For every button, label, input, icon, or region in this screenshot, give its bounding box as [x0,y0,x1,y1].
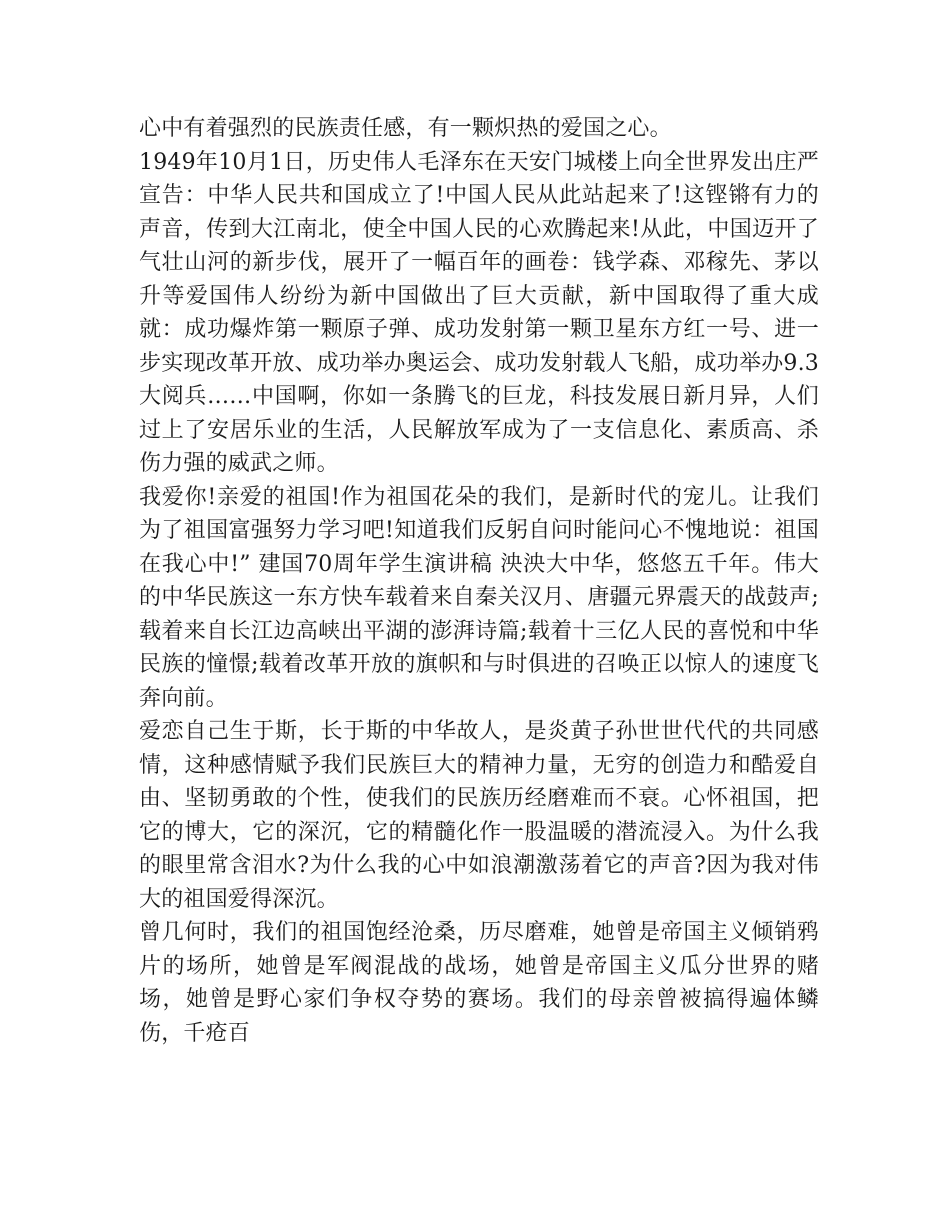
paragraph-5: 曾几何时，我们的祖国饱经沧桑，历尽磨难，她曾是帝国主义倾销鸦片的场所，她曾是军阀混战的战场，她曾是帝国主义瓜分世界的赌场，她曾是野心家们争权夺势的赛场。我们的母亲曾被搞得遍体鳞伤，千疮百 [139,920,819,1046]
document-body [139,112,819,1050]
paragraph-2: 1949年10月1日，历史伟人毛泽东在天安门城楼上向全世界发出庄严宣告：中华人民共和国成立了!中国人民从此站起来了!这铿锵有力的声音，传到大江南北，使全中国人民的心欢腾起来!从此，中国迈开了气壮山河的新步伐，展开了一幅百年的画卷：钱学森、邓稼先、茅以升等爱国伟人纷纷为新中国做出了巨大贡献，新中国取得了重大成就：成功爆炸第一颗原子弹、成功发射第一颗卫星东方红一号、进一步实现改革开放、成功举办奥运会、成功发射载人飞船，成功举办9.3大阅兵……中国啊，你如一条腾飞的巨龙，科技发展日新月异，人们过上了安居乐业的生活，人民解放军成为了一支信息化、素质高、杀伤力强的威武之师。 [139,149,819,476]
paragraph-4: 爱恋自己生于斯，长于斯的中华故人，是炎黄子孙世世代代的共同感情，这种感情赋予我们民族巨大的精神力量，无穷的创造力和酷爱自由、坚韧勇敢的个性，使我们的民族历经磨难而不衰。心怀祖国，把它的博大，它的深沉，它的精髓化作一股温暖的潜流浸入。为什么我的眼里常含泪水?为什么我的心中如浪潮激荡着它的声音?因为我对伟大的祖国爱得深沉。 [139,719,819,912]
paragraph-3: 我爱你!亲爱的祖国!作为祖国花朵的我们，是新时代的宠儿。让我们为了祖国富强努力学习吧!知道我们反躬自问时能问心不愧地说：祖国在我心中!” 建国70周年学生演讲稿 泱泱大中华，悠悠五千年。伟大的中华民族这一东方快车载着来自秦关汉月、唐疆元界震天的战鼓声;载着来自长江边高峡出平湖的澎湃诗篇;载着十三亿人民的喜悦和中华民族的憧憬;载着改革开放的旗帜和与时俱进的召唤正以惊人的速度飞奔向前。 [139,484,819,711]
paragraph-1: 心中有着强烈的民族责任感，有一颗炽热的爱国之心。 [139,116,672,141]
